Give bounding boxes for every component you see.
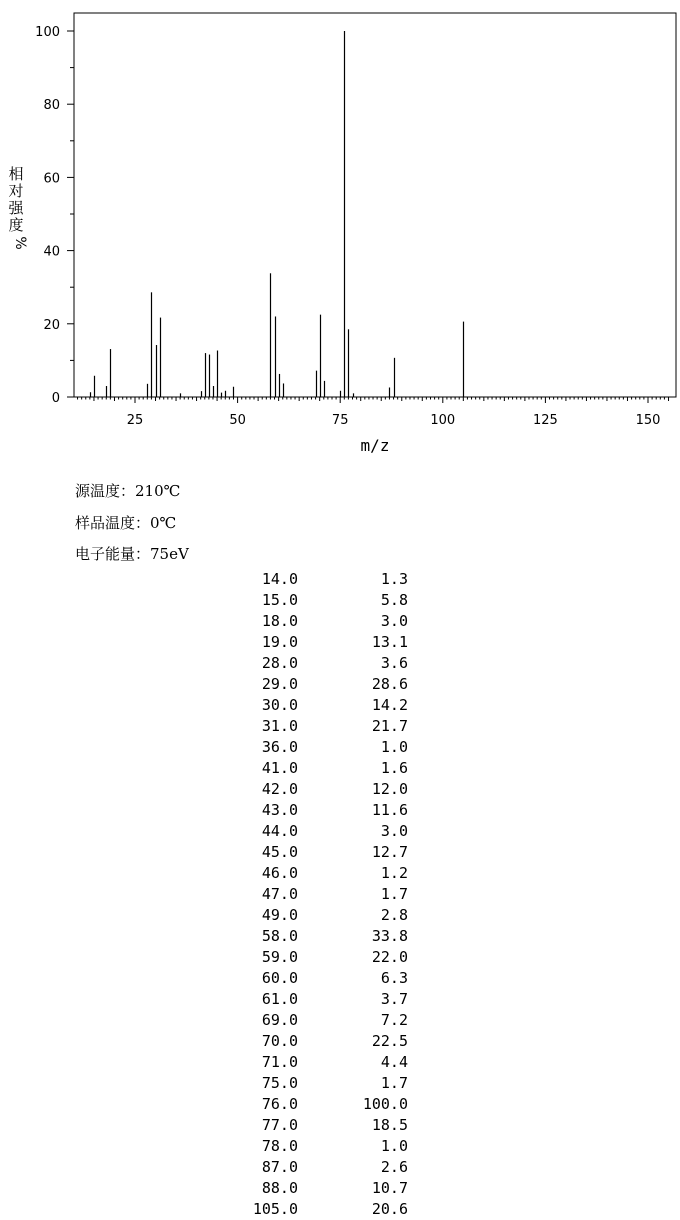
y-axis-label-char: 相 [8, 165, 24, 183]
peak-intensity-cell: 3.0 [380, 612, 408, 630]
peak-table [230, 569, 420, 1220]
x-tick-label: 100 [430, 413, 456, 428]
peak-table-row [230, 569, 420, 590]
peak-intensity-cell: 1.3 [380, 570, 408, 588]
peak-table-row [230, 611, 420, 632]
peak-table-row [230, 1073, 420, 1094]
peak-table-row [230, 1031, 420, 1052]
peak-table-row [230, 821, 420, 842]
x-tick-label: 50 [229, 413, 246, 428]
peak-intensity-cell: 28.6 [371, 675, 408, 693]
peak-intensity-cell: 6.3 [380, 969, 408, 987]
y-axis-ticks [35, 25, 74, 406]
peak-table-row [230, 1136, 420, 1157]
peak-intensity-cell: 3.7 [380, 990, 408, 1008]
peak-table-row [230, 863, 420, 884]
peak-table-row [230, 989, 420, 1010]
peak-intensity-cell: 5.8 [380, 591, 408, 609]
peak-mz-cell: 71.0 [261, 1053, 298, 1071]
peak-intensity-cell: 12.0 [371, 780, 408, 798]
peak-intensity-cell: 14.2 [371, 696, 408, 714]
peak-intensity-cell: 1.7 [380, 1074, 408, 1092]
peak-intensity-cell: 22.5 [371, 1032, 408, 1050]
sample-temperature-text: 样品温度：0℃ [75, 514, 177, 532]
peak-mz-cell: 76.0 [261, 1095, 298, 1113]
y-tick-label: 80 [43, 98, 60, 114]
y-tick-label: 20 [43, 317, 60, 333]
peak-mz-cell: 87.0 [261, 1158, 298, 1176]
peak-table-row [230, 1010, 420, 1031]
x-axis-label: m/z [360, 436, 390, 455]
peak-table-row [230, 947, 420, 968]
peak-intensity-cell: 2.8 [380, 906, 408, 924]
peak-intensity-cell: 21.7 [371, 717, 408, 735]
source-temperature [75, 480, 180, 501]
y-axis-label [8, 165, 28, 250]
peak-table-row [230, 590, 420, 611]
peak-mz-cell: 69.0 [261, 1011, 298, 1029]
peak-mz-cell: 18.0 [261, 612, 298, 630]
peak-mz-cell: 46.0 [261, 864, 298, 882]
electron-energy-text: 电子能量：75eV [75, 545, 189, 563]
peak-table-row [230, 779, 420, 800]
peak-intensity-cell: 12.7 [371, 843, 408, 861]
peak-table-row [230, 1094, 420, 1115]
peak-table-row [230, 1178, 420, 1199]
peak-table-row [230, 905, 420, 926]
peak-intensity-cell: 2.6 [380, 1158, 408, 1176]
x-axis-ticks [127, 413, 661, 428]
peak-table-row [230, 1052, 420, 1073]
peak-mz-cell: 49.0 [261, 906, 298, 924]
peak-table-row [230, 674, 420, 695]
peak-table-row [230, 1157, 420, 1178]
peak-mz-cell: 45.0 [261, 843, 298, 861]
peak-mz-cell: 14.0 [261, 570, 298, 588]
peak-intensity-cell: 33.8 [371, 927, 408, 945]
peak-mz-cell: 19.0 [261, 633, 298, 651]
peak-mz-cell: 44.0 [261, 822, 298, 840]
x-tick-label: 125 [532, 413, 558, 428]
peak-table-row [230, 632, 420, 653]
electron-energy [75, 543, 189, 564]
peak-mz-cell: 58.0 [261, 927, 298, 945]
y-axis-label-unit: % [12, 236, 28, 250]
peak-mz-cell: 28.0 [261, 654, 298, 672]
peak-table-row [230, 737, 420, 758]
peak-mz-cell: 36.0 [261, 738, 298, 756]
peak-intensity-cell: 1.7 [380, 885, 408, 903]
peak-intensity-cell: 20.6 [371, 1200, 408, 1218]
peak-intensity-cell: 3.6 [380, 654, 408, 672]
peak-intensity-cell: 22.0 [371, 948, 408, 966]
y-axis-label-char: 对 [8, 182, 24, 200]
peak-mz-cell: 60.0 [261, 969, 298, 987]
peak-mz-cell: 61.0 [261, 990, 298, 1008]
x-tick-label: 75 [331, 413, 349, 428]
peak-table-row [230, 884, 420, 905]
sample-temperature [75, 512, 176, 533]
peak-mz-cell: 77.0 [261, 1116, 298, 1134]
y-tick-label: 60 [43, 171, 60, 187]
mass-spectrum-chart [0, 0, 680, 465]
peak-intensity-cell: 13.1 [371, 633, 408, 651]
source-temperature-text: 源温度：210℃ [75, 482, 181, 500]
peak-mz-cell: 30.0 [261, 696, 298, 714]
peak-table-row [230, 800, 420, 821]
peak-table-row [230, 758, 420, 779]
peak-intensity-cell: 7.2 [380, 1011, 408, 1029]
peak-table-row [230, 653, 420, 674]
peak-table-row [230, 842, 420, 863]
peak-intensity-cell: 1.0 [380, 1137, 408, 1155]
peak-table-row [230, 926, 420, 947]
peak-mz-cell: 15.0 [261, 591, 298, 609]
peak-table-row [230, 716, 420, 737]
peak-mz-cell: 70.0 [261, 1032, 298, 1050]
y-tick-label: 40 [43, 244, 60, 260]
peak-mz-cell: 88.0 [261, 1179, 298, 1197]
y-axis-label-char: 度 [8, 216, 24, 234]
peak-intensity-cell: 100.0 [362, 1095, 408, 1113]
peak-bars [91, 31, 464, 397]
peak-table-row [230, 1199, 420, 1220]
peak-intensity-cell: 18.5 [371, 1116, 408, 1134]
peak-mz-cell: 41.0 [261, 759, 298, 777]
peak-table-row [230, 968, 420, 989]
peak-table-row [230, 695, 420, 716]
peak-mz-cell: 42.0 [261, 780, 298, 798]
x-minor-ticks [78, 397, 669, 403]
peak-mz-cell: 29.0 [261, 675, 298, 693]
y-tick-label: 0 [51, 391, 60, 406]
peak-intensity-cell: 3.0 [380, 822, 408, 840]
peak-intensity-cell: 11.6 [371, 801, 408, 819]
peak-mz-cell: 31.0 [261, 717, 298, 735]
y-tick-label: 100 [35, 25, 60, 40]
peak-mz-cell: 78.0 [261, 1137, 298, 1155]
x-tick-label: 150 [635, 413, 661, 428]
peak-mz-cell: 75.0 [261, 1074, 298, 1092]
y-axis-label-char: 强 [8, 199, 24, 217]
peak-table-row [230, 1115, 420, 1136]
peak-intensity-cell: 1.6 [380, 759, 408, 777]
peak-mz-cell: 59.0 [261, 948, 298, 966]
plot-frame [74, 13, 676, 397]
peak-intensity-cell: 10.7 [371, 1179, 408, 1197]
x-tick-label: 25 [126, 413, 144, 428]
peak-intensity-cell: 1.0 [380, 738, 408, 756]
peak-mz-cell: 105.0 [252, 1200, 298, 1218]
peak-intensity-cell: 1.2 [380, 864, 408, 882]
peak-intensity-cell: 4.4 [380, 1053, 408, 1071]
peak-mz-cell: 47.0 [261, 885, 298, 903]
peak-mz-cell: 43.0 [261, 801, 298, 819]
